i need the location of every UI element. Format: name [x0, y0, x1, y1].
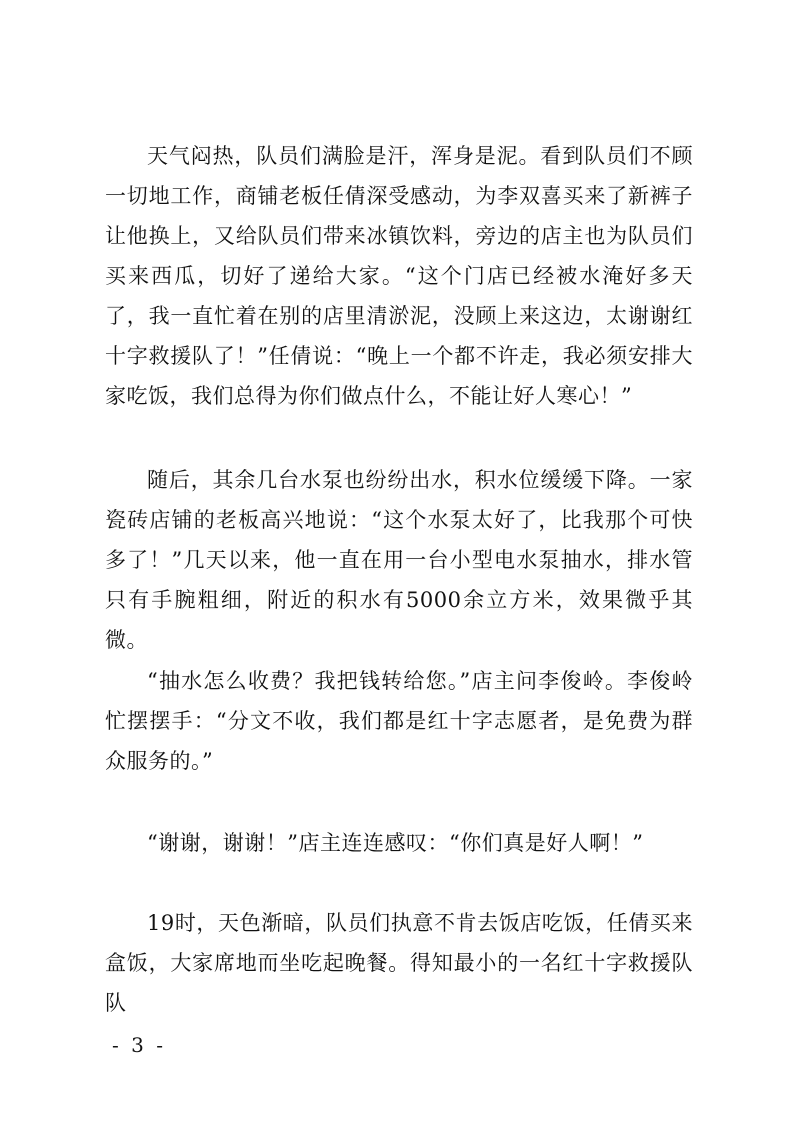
- paragraph-2: 随后，其余几台水泵也纷纷出水，积水位缓缓下降。一家瓷砖店铺的老板高兴地说：“这个水泵太好了，比我那个可快多了！”几天以来，他一直在用一台小型电水泵抽水，排水管只有手腕粗细，附近的积水有5000余立方米，效果微乎其微。: [105, 468, 693, 652]
- paragraph-5: 19时，天色渐暗，队员们执意不肯去饭店吃饭，任倩买来盒饭，大家席地而坐吃起晚餐。得知最小的一名红十字救援队队: [105, 911, 693, 1015]
- paragraph-4: “谢谢，谢谢！”店主连连感叹：“你们真是好人啊！”: [147, 831, 644, 855]
- paragraph-1: 天气闷热，队员们满脸是汗，浑身是泥。看到队员们不顾一切地工作，商铺老板任倩深受感动，为李双喜买来了新裤子让他换上，又给队员们带来冰镇饮料，旁边的店主也为队员们买来西瓜，切好了递给大家。“这个门店已经被水淹好多天了，我一直忙着在别的店里清淤泥，没顾上来这边，太谢谢红十字救援队了！”任倩说：“晚上一个都不许走，我必须安排大家吃饭，我们总得为你们做点什么，不能让好人寒心！”: [105, 144, 693, 408]
- paragraph-3: “抽水怎么收费？我把钱转给您。”店主问李俊岭。李俊岭忙摆摆手：“分文不收，我们都是红十字志愿者，是免费为群众服务的。”: [105, 669, 693, 773]
- page-number: - 3 -: [112, 1033, 166, 1057]
